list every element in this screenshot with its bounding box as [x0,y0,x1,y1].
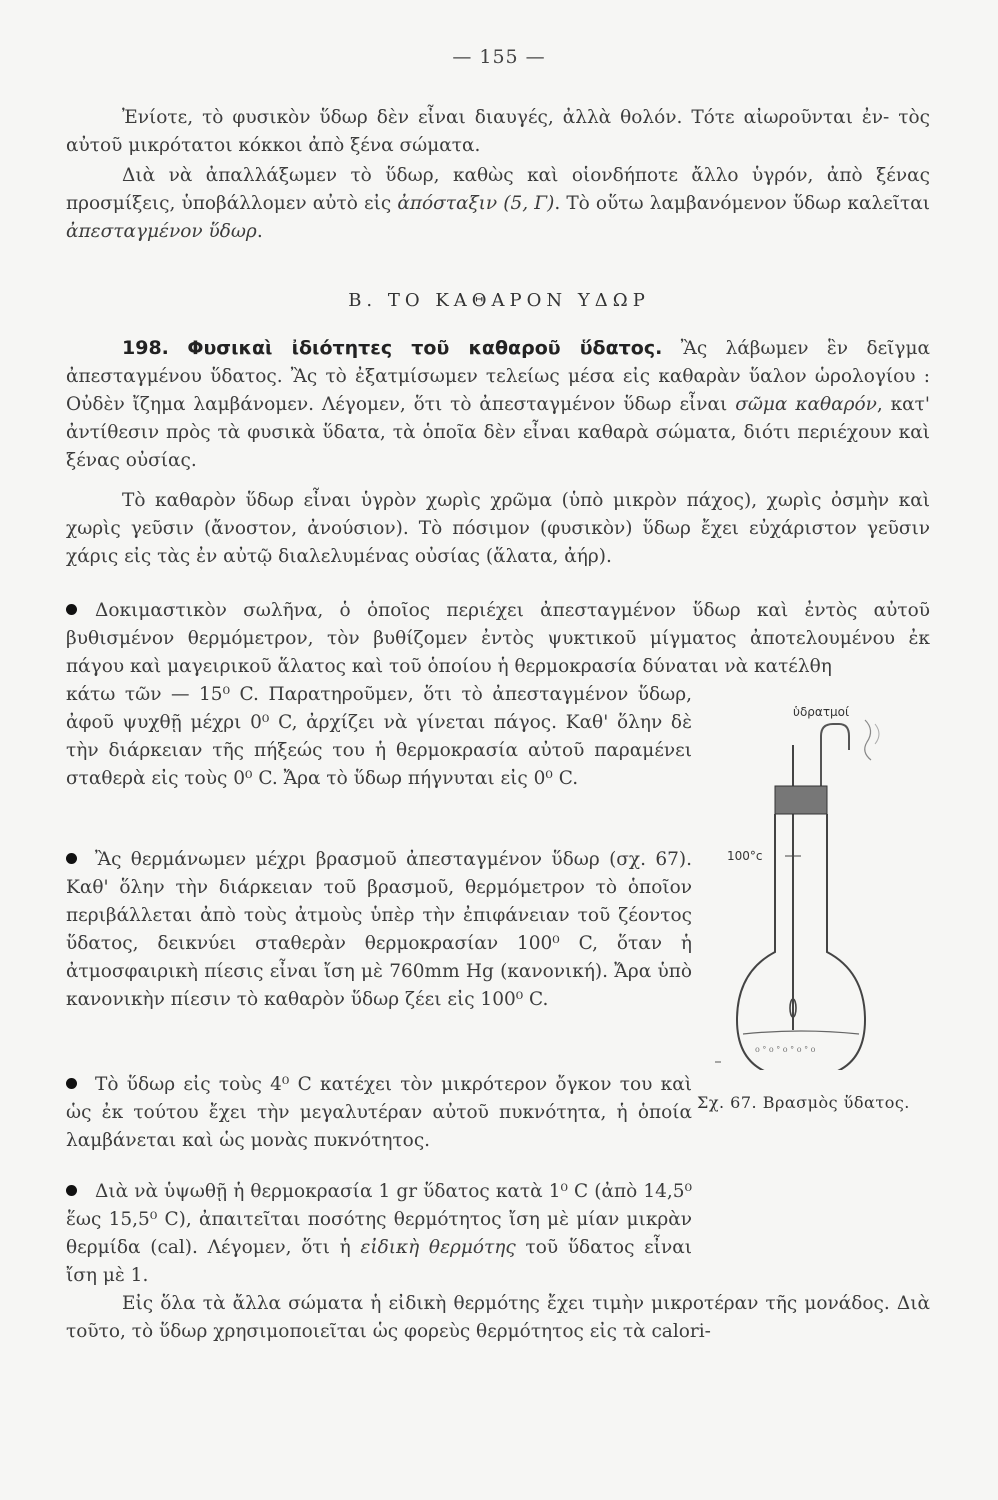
specific-heat-term: εἰδικὴ θερμότης [360,1237,516,1258]
paragraph-freezing-intro [66,597,930,681]
temperature-label: 100°c [727,849,763,863]
bullet-icon [66,1078,77,1089]
vapor-wisp [865,720,871,760]
bullet-icon [66,604,77,615]
section-title: Β. ΤΟ ΚΑΘΑΡΟΝ ΥΔΩΡ [348,290,650,311]
distillation-term: ἀπόσταξιν (5, Γ) [397,193,555,214]
specific-heat-text-a: Διὰ νὰ ὑψωθῇ ἡ θερμοκρασία 1 gr ὕδατος κατὰ 1⁰ C (ἀπὸ 14,5⁰ ἕως 15,5⁰ C), ἀπαιτεῖται ποσότης θερμότητος ἴση μὲ μίαν μικρὰν θερμίδα (cal). Λέγομεν, ὅτι ἡ [66,1181,692,1258]
section-heading: Φυσικαὶ ἰδιότητες τοῦ καθαροῦ ὕδατος. [187,337,663,359]
boiling-bubbles: o ° o ° o ° o ° o [755,1045,816,1054]
paragraph-boiling [66,846,692,1014]
figure-caption: Σχ. 67. Βρασμὸς ὕδατος. [697,1093,910,1112]
paragraph-density-text: Τὸ ὕδωρ εἰς τοὺς 4⁰ C κατέχει τὸν μικρότερον ὄγκον του καὶ ὡς ἐκ τούτου ἔχει τὴν μεγαλυτέραν αὐτοῦ πυκνότητα, ἡ ὁποία λαμβάνεται καὶ ὡς μονὰς πυκνότητος. [66,1074,692,1151]
vapor-wisp [875,724,879,744]
distilled-water-term: ἀπεσταγμένον ὕδωρ [66,221,257,242]
paragraph-boiling-text: Ἂς θερμάνωμεν μέχρι βρασμοῦ ἀπεσταγμένον ὕδωρ (σχ. 67). Καθ' ὅλην τὴν διάρκειαν τοῦ βρασμοῦ, θερμόμετρον τὸ ὁποῖον περιβάλλεται ἀπὸ τοὺς ἀτμοὺς ὑπὲρ τὴν ἐπιφάνειαν τοῦ ζέοντος ὕδατος, δεικνύει σταθερὰν θερμοκρασίαν 100⁰ C, ὅταν ἡ ἀτμοσφαιρικὴ πίεσις εἶναι ἴση μὲ 760mm Hg (κανονική). Ἄρα ὑπὸ κανονικὴν πίεσιν τὸ καθαρὸν ὕδωρ ζέει εἰς 100⁰ C. [66,849,692,1010]
bullet-icon [66,853,77,864]
paragraph-distillation [66,162,930,246]
vapor-label: ὑδρατμοί [793,705,850,719]
boiling-flask-figure [715,690,945,1070]
distillation-text-a: Διὰ νὰ ἀπαλλάξωμεν τὸ ὕδωρ, καθὼς καὶ οἱονδήποτε ἄλλο ὑγρόν, ἀπὸ ξένας προσμίξεις, ὑποβάλλομεν αὐτὸ εἰς [66,165,930,214]
paragraph-198-text-b: , κατ' ἀντίθεσιν πρὸς τὰ φυσικὰ ὕδατα, τὰ ὁποῖα δὲν εἶναι καθαρὰ σώματα, διότι περιέχουν καὶ ξένας οὐσίας. [66,394,930,471]
paragraph-calorimetry: Εἰς ὅλα τὰ ἄλλα σώματα ἡ εἰδικὴ θερμότης ἔχει τιμὴν μικροτέραν τῆς μονάδος. Διὰ τοῦτο, τὸ ὕδωρ χρησιμοποιεῖται ὡς φορεὺς θερμότητος εἰς τὰ calori- [66,1293,930,1342]
water-surface [743,1031,859,1034]
paragraph-198-text-a: Ἂς λάβωμεν ἓν δεῖγμα ἀπεσταγμένου ὕδατος. Ἂς τὸ ἐξατμίσωμεν τελείως μέσα εἰς καθαρὰν ὕαλον ὡρολογίου : Οὐδὲν ἴζημα λαμβάνομεν. Λέγομεν, ὅτι τὸ ἀπεσταγμένον ὕδωρ εἶναι [66,338,930,415]
page-number: — 155 — [452,46,546,68]
paragraph-freezing: κάτω τῶν — 15⁰ C. Παρατηροῦμεν, ὅτι τὸ ἀπεσταγμένον ὕδωρ, ἀφοῦ ψυχθῇ μέχρι 0⁰ C, ἀρχίζει νὰ γίνεται πάγος. Καθ' ὅλην δὲ τὴν διάρκειαν τῆς πήξεώς του ἡ θερμοκρασία αὐτοῦ παραμένει σταθερὰ εἰς τοὺς 0⁰ C. Ἄρα τὸ ὕδωρ πήγνυται εἰς 0⁰ C. [66,684,692,789]
paragraph-freezing-intro-text: Δοκιμαστικὸν σωλῆνα, ὁ ὁποῖος περιέχει ἀπεσταγμένον ὕδωρ καὶ ἐντὸς αὐτοῦ βυθισμένον θερμόμετρον, τὸν βυθίζομεν ἐντὸς ψυκτικοῦ μίγματος ἀποτελουμένου ἐκ πάγου καὶ μαγειρικοῦ ἅλατος καὶ τοῦ ὁποίου ἡ θερμοκρασία δύναται νὰ κατέλθη [66,600,930,677]
paragraph-turbidity-line1: Ἐνίοτε, τὸ φυσικὸν ὕδωρ δὲν εἶναι διαυγές, ἀλλὰ θολόν. Τότε αἰωροῦνται ἐν- [122,107,890,128]
bullet-icon [66,1185,77,1196]
paragraph-density [66,1071,692,1155]
section-number: 198. [122,337,169,359]
paragraph-turbidity-line2: τὸς αὐτοῦ μικρότατοι κόκκοι ἀπὸ ξένα σώματα. [66,107,930,156]
distillation-text-b: . Τὸ οὕτω λαμβανόμενον ὕδωρ καλεῖται [554,193,930,214]
distillation-text-c: . [256,221,263,242]
paragraph-specific-heat [66,1178,692,1290]
paragraph-properties: Τὸ καθαρὸν ὕδωρ εἶναι ὑγρὸν χωρὶς χρῶμα (ὑπὸ μικρὸν πάχος), χωρὶς ὀσμὴν καὶ χωρὶς γεῦσιν (ἄνοστον, ἀνούσιον). Τὸ πόσιμον (φυσικὸν) ὕδωρ ἔχει εὐχάριστον γεῦσιν χάρις εἰς τὰς ἐν αὐτῷ διαλελυμένας οὐσίας (ἅλατα, ἀήρ). [66,490,930,567]
paragraph-turbidity [66,104,930,160]
paragraph-198 [66,334,930,475]
stopper [775,786,827,814]
specific-heat-text-b: τοῦ ὕδατος εἶναι ἴση μὲ 1. [66,1237,692,1286]
pure-body-term: σῶμα καθαρόν [735,394,877,415]
